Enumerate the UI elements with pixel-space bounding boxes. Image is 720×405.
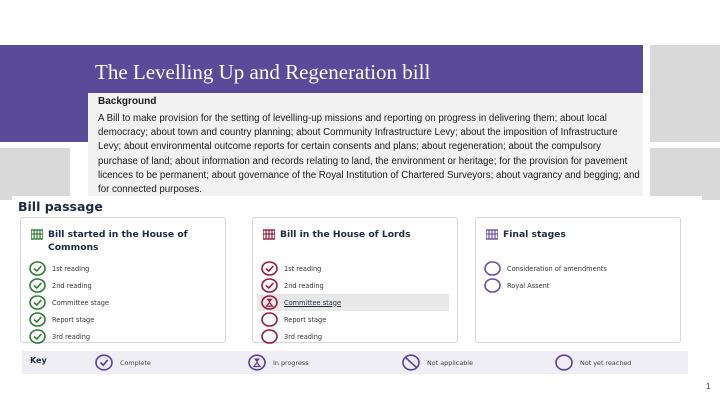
key-complete-label: Complete (120, 358, 151, 367)
check-circle-icon (29, 278, 46, 293)
key-in-progress-label: In progress (273, 358, 309, 367)
lords-stage-list (257, 260, 449, 345)
key-in-progress (248, 354, 309, 371)
stage-item (25, 277, 217, 294)
empty-circle-icon (261, 329, 278, 344)
key-title: Key (30, 356, 47, 365)
stage-item (480, 277, 672, 294)
key-not-yet-reached (555, 354, 631, 371)
key-not-applicable (402, 354, 473, 371)
stage-item-current (257, 294, 449, 311)
background-heading: Background (98, 96, 157, 107)
stage-item (257, 328, 449, 345)
commons-stage-list (25, 260, 217, 345)
final-stage-list (480, 260, 672, 294)
stage-item (25, 294, 217, 311)
stage-label: Report stage (284, 315, 327, 324)
empty-circle-icon (261, 312, 278, 327)
stage-label: Committee stage (52, 298, 109, 307)
decorative-block-top-right (650, 45, 720, 142)
lords-card-title: Bill in the House of Lords (280, 229, 411, 240)
decorative-block-left (0, 148, 70, 200)
key-not-applicable-label: Not applicable (427, 358, 474, 367)
commons-card (20, 217, 226, 343)
stage-label: 1st reading (52, 264, 90, 273)
stage-item (257, 260, 449, 277)
bill-passage-panel (12, 196, 702, 374)
stage-label: 3rd reading (284, 332, 323, 341)
commons-card-title: Bill started in the House of Commons (48, 229, 188, 253)
key-not-yet-reached-label: Not yet reached (580, 358, 632, 367)
check-circle-icon (29, 312, 46, 327)
commons-card-header (31, 228, 208, 254)
key-bar (22, 351, 688, 374)
stage-item (257, 311, 449, 328)
empty-circle-icon (555, 354, 573, 371)
portcullis-icon (486, 229, 498, 240)
empty-circle-icon (484, 261, 501, 276)
key-complete (95, 354, 151, 371)
stage-item (25, 260, 217, 277)
stage-item (257, 277, 449, 294)
stage-item (480, 260, 672, 277)
final-stages-card (475, 217, 681, 343)
stage-label: 1st reading (284, 264, 322, 273)
check-circle-icon (261, 278, 278, 293)
portcullis-icon (263, 229, 275, 240)
stage-label: Committee stage (284, 298, 341, 307)
stage-label: 3rd reading (52, 332, 91, 341)
final-card-title: Final stages (503, 229, 566, 240)
stage-label: 2nd reading (284, 281, 324, 290)
decorative-block-right (650, 148, 720, 200)
stage-label: Report stage (52, 315, 95, 324)
check-circle-icon (95, 354, 113, 371)
hourglass-circle-icon (248, 354, 266, 371)
stage-label: Consideration of amendments (507, 264, 607, 273)
empty-circle-icon (484, 278, 501, 293)
lords-card (252, 217, 458, 343)
check-circle-icon (261, 261, 278, 276)
check-circle-icon (29, 295, 46, 310)
stage-item (25, 311, 217, 328)
prohibited-circle-icon (402, 354, 420, 371)
check-circle-icon (29, 261, 46, 276)
final-card-header (486, 228, 566, 241)
lords-card-header (263, 228, 411, 241)
hourglass-circle-icon (261, 295, 278, 310)
portcullis-icon (31, 229, 43, 240)
stage-label: 2nd reading (52, 281, 92, 290)
stage-item (25, 328, 217, 345)
check-circle-icon (29, 329, 46, 344)
stage-label: Royal Assent (507, 281, 550, 290)
bill-passage-title: Bill passage (18, 199, 103, 214)
slide-title: The Levelling Up and Regeneration bill (95, 60, 431, 84)
background-text: A Bill to make provision for the setting of levelling-up missions and reporting on progress in delivering them; about local democracy; about town and country planning; about Community Infrastructure Levy; about the imposition of Infrastructure Levy; about environmental outcome reports for certain consents and plans; about regeneration; about the compulsory purchase of land; about information and records relating to land, the environment or heritage; for the provision for pavement licences to be permanent; about governance of the Royal Institution of Chartered Surveyors; about vagrancy and begging; and for connected purposes. (98, 113, 640, 196)
page-number: 1 (706, 382, 711, 391)
